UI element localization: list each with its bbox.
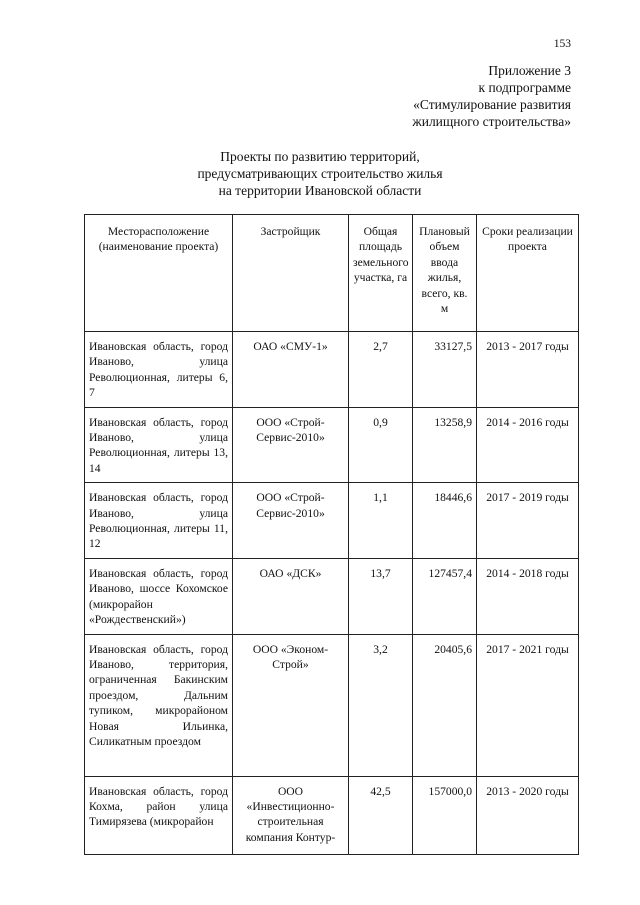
projects-table — [84, 214, 579, 855]
cell-volume: 157000,0 — [413, 776, 477, 854]
cell-period: 2014 - 2016 годы — [477, 407, 579, 483]
cell-location: Ивановская область, город Иваново, территория, ограниченная Бакинским проездом, Дальним тупиком, микрорайоном Новая Ильинка, Силикатным проездом — [85, 634, 233, 776]
header-location: Месторасположение (наименование проекта) — [85, 215, 233, 332]
cell-volume: 33127,5 — [413, 332, 477, 408]
header-volume: Плановый объем ввода жилья, всего, кв. м — [413, 215, 477, 332]
cell-volume: 13258,9 — [413, 407, 477, 483]
cell-location: Ивановская область, город Иваново, улица Революционная, литеры 6, 7 — [85, 332, 233, 408]
title-line: Проекты по развитию территорий, — [220, 149, 420, 164]
cell-location: Ивановская область, город Иваново, улица Революционная, литеры 13, 14 — [85, 407, 233, 483]
table-row — [85, 634, 579, 776]
header-area: Общая площадь земельного участка, га — [349, 215, 413, 332]
cell-volume: 18446,6 — [413, 483, 477, 559]
table-row — [85, 407, 579, 483]
cell-developer: ООО «Инвестиционно-строительная компания Контур- — [233, 776, 349, 854]
cell-volume: 20405,6 — [413, 634, 477, 776]
cell-period: 2017 - 2019 годы — [477, 483, 579, 559]
appendix-line: Приложение 3 — [488, 63, 571, 78]
cell-volume: 127457,4 — [413, 558, 477, 634]
cell-developer: ОАО «СМУ-1» — [233, 332, 349, 408]
cell-location: Ивановская область, город Кохма, район улица Тимирязева (микрорайон — [85, 776, 233, 854]
cell-area: 42,5 — [349, 776, 413, 854]
title-line: на территории Ивановской области — [218, 183, 422, 198]
table-row — [85, 558, 579, 634]
cell-area: 0,9 — [349, 407, 413, 483]
cell-area: 3,2 — [349, 634, 413, 776]
table-row — [85, 332, 579, 408]
table-row — [85, 776, 579, 854]
cell-developer: ОАО «ДСК» — [233, 558, 349, 634]
cell-period: 2017 - 2021 годы — [477, 634, 579, 776]
cell-period: 2013 - 2017 годы — [477, 332, 579, 408]
cell-area: 1,1 — [349, 483, 413, 559]
cell-period: 2013 - 2020 годы — [477, 776, 579, 854]
cell-developer: ООО «Строй-Сервис-2010» — [233, 483, 349, 559]
cell-location: Ивановская область, город Иваново, шоссе Кохомское (микрорайон «Рождественский») — [85, 558, 233, 634]
cell-developer: ООО «Эконом-Строй» — [233, 634, 349, 776]
cell-location: Ивановская область, город Иваново, улица Революционная, литеры 11, 12 — [85, 483, 233, 559]
appendix-reference — [251, 62, 571, 130]
header-period: Сроки реализации проекта — [477, 215, 579, 332]
header-developer: Застройщик — [233, 215, 349, 332]
cell-area: 2,7 — [349, 332, 413, 408]
appendix-line: «Стимулирование развития — [413, 97, 571, 112]
table-row — [85, 483, 579, 559]
cell-developer: ООО «Строй-Сервис-2010» — [233, 407, 349, 483]
appendix-line: к подпрограмме — [478, 80, 571, 95]
page-number: 153 — [553, 38, 571, 50]
appendix-line: жилищного строительства» — [412, 114, 571, 129]
title-line: предусматривающих строительство жилья — [197, 166, 443, 181]
table-header-row — [85, 215, 579, 332]
document-title — [0, 148, 640, 199]
cell-area: 13,7 — [349, 558, 413, 634]
cell-period: 2014 - 2018 годы — [477, 558, 579, 634]
